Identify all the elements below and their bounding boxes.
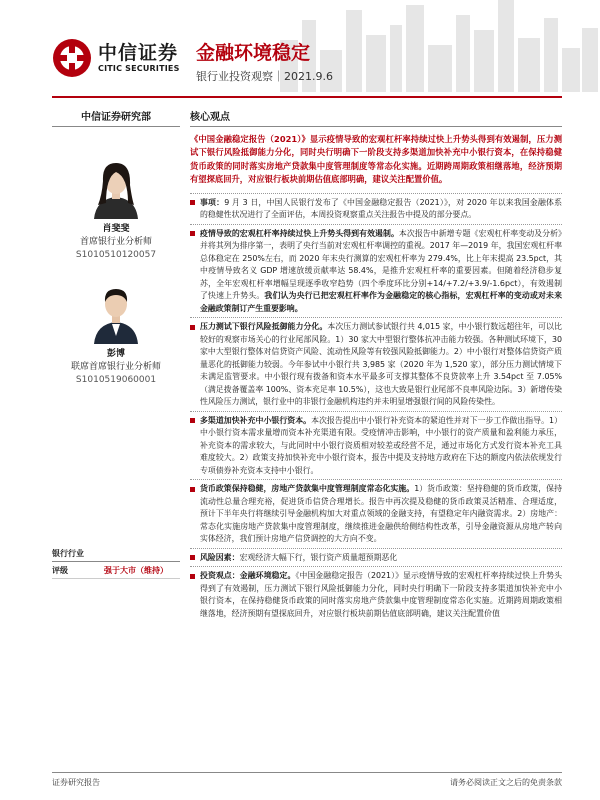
analyst-code: S1010519060001	[75, 375, 157, 385]
logo-chinese-name: 中信证券	[98, 42, 179, 64]
industry-rating-box	[52, 548, 180, 579]
citic-logo	[52, 38, 180, 78]
bullet-heading: 压力测试下银行风险抵御能力分化。	[200, 322, 328, 332]
industry-name: 银行行业	[52, 548, 180, 562]
bullet-text: 宏观经济大幅下行，银行资产质量超预期恶化	[239, 552, 398, 562]
rating-row	[52, 562, 180, 579]
bullet-item	[190, 566, 562, 620]
footer-disclaimer: 请务必阅读正文之后的免责条款	[450, 778, 562, 787]
analyst-sidebar	[52, 108, 180, 387]
bullet-item	[190, 193, 562, 222]
footer-left: 证券研究报告	[52, 778, 100, 787]
analyst-card	[52, 155, 180, 262]
analyst-card	[52, 280, 180, 387]
rating-value: 强于大市（维持）	[104, 566, 168, 575]
core-view-title: 核心观点	[190, 108, 562, 127]
citic-logo-icon	[52, 38, 92, 78]
bullet-item	[190, 317, 562, 409]
analyst-name: 彭博	[106, 349, 125, 359]
header-divider	[52, 96, 562, 98]
report-subtitle: 银行业投资观察｜2021.9.6	[196, 70, 333, 83]
bullet-heading: 货币政策保持稳健，房地产贷款集中度管理制度常态化实施。	[200, 484, 415, 494]
page-footer	[52, 772, 562, 788]
bullet-heading: 多渠道加快补充中小银行资本。	[200, 415, 312, 425]
logo-english-name: CITIC SECURITIES	[98, 64, 180, 73]
analyst-title: 联席首席银行业分析师	[70, 362, 161, 372]
bullet-heading: 风险因素：	[200, 552, 240, 562]
bullet-text: 本次压力测试参试银行共 4,015 家，中小银行数远超往年，可以比较好的观察市场关心的行业尾部风险。1）30 家大中型银行整体抗冲击能力较强。各种测试环境下，30 家中大型银行整体对信贷资产风险、流动性风险等有较强风险抵御能力。2）中小银行对整体信贷资产质量恶化的抵御能力较弱。今年参试中小银行共 3,985 家（2020 年为 1,520 家），部分压力测试情境下未满足监管要求。中小银行现有拨备和资本水平最多可支撑其整体不良贷款率上升 3.54pct 至 7.05%（满足拨备覆盖率 100%、资本充足率 10.5%），这也大致是银行业尾部不良率风险边际。3）新增传染性风险压力测试，银行业中的非银行金融机构违约并未明显增强银行间的风险传染性。	[200, 322, 562, 407]
bullet-text: 本次报告提出中小银行补充资本的紧迫性并对下一步工作做出指导。1）中小银行资本需求量增而资本补充渠道有限。受疫情冲击影响，中小银行的资产质量和盈利能力承压，补充资本的需求较大，与此同时中小银行资质相对较差或经营不足，通过市场化方式发行资本补充工具难度较大。2）政策支持加快补充中小银行资本，报告中提及支持地方政府在下达的额度内依法依规发行专项债券补充资本支持中小银行。	[200, 415, 562, 475]
bullet-heading: 疫情导致的宏观杠杆率持续过快上升势头得到有效遏制。	[200, 228, 399, 238]
bullet-text: 9 月 3 日，中国人民银行发布了《中国金融稳定报告（2021）》，对 2020 年以来我国金融体系的稳健性状况进行了全面评估，本周投资观察重点关注报告中提及的部分要点。	[200, 197, 562, 220]
research-dept-title: 中信证券研究部	[52, 108, 180, 127]
rating-label: 评级	[52, 566, 68, 575]
main-content	[190, 108, 562, 620]
bullet-item	[190, 411, 562, 478]
report-title: 金融环境稳定	[196, 42, 311, 64]
bullet-heading: 事项：	[200, 197, 225, 207]
analyst-photo	[88, 280, 144, 344]
bullet-text: 本次报告中新增专题《宏观杠杆率变动及分析》并将其列为排序第一，表明了央行当前对宏观杠杆率调控的重视。2017 年—2019 年，我国宏观杠杆率总体稳定在 250%左右，而 2020 年末央行测算的宏观杠杆率为 279.4%，比上年末提高 23.5pct，其中疫情导致名义 GDP 增速放缓贡献率达 58.4%，是推升宏观杠杆率的重要因素。但随着经济稳步复苏，全年宏观杠杆率增幅呈现逐季收窄趋势（四个季度环比分别+14/+7.2/+3.9/-1.6pct），有效遏制了快速上升势头。	[200, 228, 562, 301]
analyst-title: 首席银行业分析师	[79, 237, 152, 247]
report-header	[0, 0, 600, 100]
bullet-item	[190, 479, 562, 546]
analyst-photo	[88, 155, 144, 219]
bullet-item	[190, 548, 562, 565]
summary-paragraph: 《中国金融稳定报告（2021）》显示疫情导致的宏观杠杆率持续过快上升势头得到有效遏制，压力测试下银行风险抵御能力分化，同时央行明确下一阶段支持多渠道加快补充中小银行资本，在保持稳健货币政策的同时落实房地产贷款集中度管理制度等常态化实施。近期跨周期政策相继落地，经济预期有望探底回升，对应银行板块前期估值底部明确，建议关注配置价值。	[190, 134, 562, 185]
bullet-text: 《中国金融稳定报告（2021）》显示疫情导致的宏观杠杆率持续过快上升势头得到了有效遏制，压力测试下银行风险抵御能力分化，同时央行明确下一阶段支持多渠道加快补充中小银行资本，在保持稳健货币政策的同时落实房地产贷款集中度管理制度常态化实施。近期跨周期政策相继落地，经济预期有望探底回升，对应银行板块前期估值底部明确，建议关注配置价值	[200, 571, 562, 618]
bullet-conclusion: 我们认为央行已把宏观杠杆率作为金融稳定的核心指标，宏观杠杆率的变动或对未来金融政策制订产生重要影响。	[200, 291, 562, 313]
bullet-text: 1）货币政策：坚持稳健的货币政策，保持流动性总量合理充裕，促进货币信贷合理增长。报告中再次提及稳健的货币政策灵活精准、合理适度，预计下半年央行将继续引导金融机构加大对重点领域的金融支持，有望稳定年内融资需求。2）房地产：常态化实施房地产贷款集中度管理制度，继续推进金融供给侧结构性改革，引导金融资源从房地产转向实体经济，我们预计房地产信贷调控的大方向不变。	[200, 484, 562, 544]
bullet-item	[190, 224, 562, 316]
analyst-code: S1010510120057	[75, 250, 157, 260]
analyst-name: 肖斐斐	[102, 224, 130, 234]
bullet-heading: 投资观点：金融环境稳定。	[200, 571, 296, 581]
